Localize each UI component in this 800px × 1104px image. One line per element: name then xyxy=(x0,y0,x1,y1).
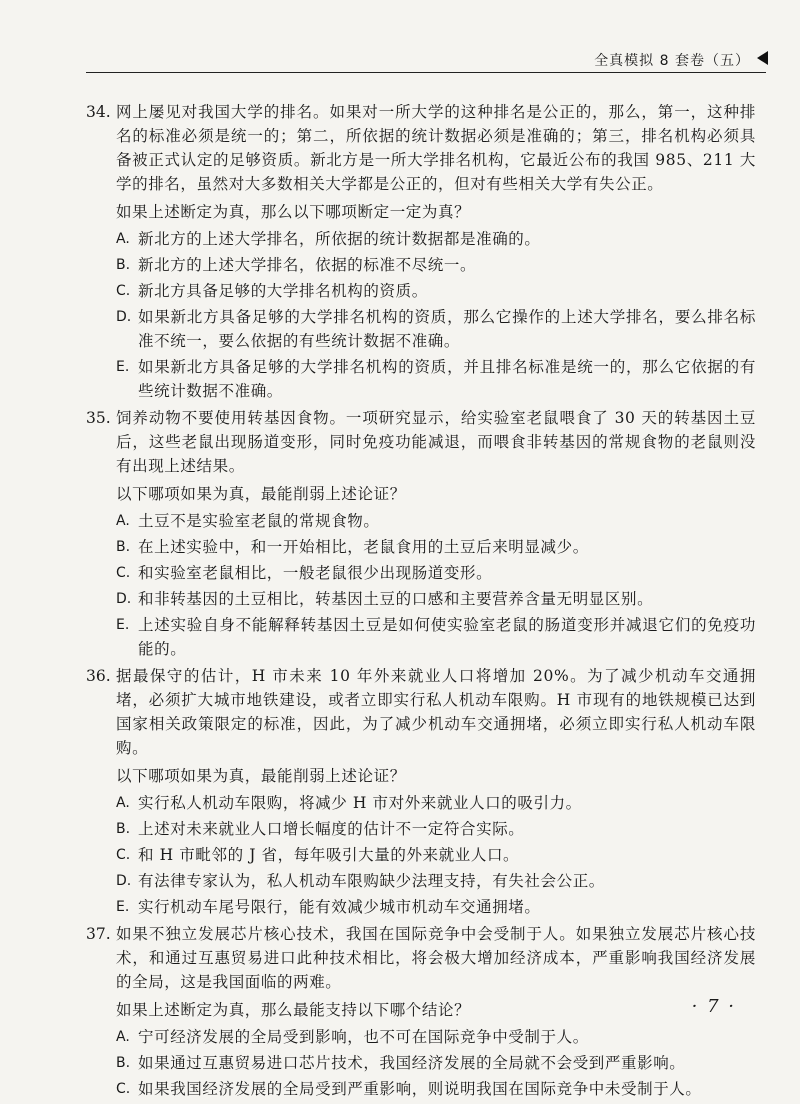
option xyxy=(86,817,756,841)
option-text: 实行私人机动车限购，将减少 H 市对外来就业人口的吸引力。 xyxy=(138,794,582,812)
option-label: D. xyxy=(116,873,132,889)
option-label: A. xyxy=(116,231,130,247)
option-text: 在上述实验中，和一开始相比，老鼠食用的土豆后来明显减少。 xyxy=(138,538,589,556)
question-prompt: 以下哪项如果为真，最能削弱上述论证？ xyxy=(116,767,406,785)
option-text: 如果新北方具备足够的大学排名机构的资质，那么它操作的上述大学排名，要么排名标准不统一，要么依据的有些统计数据不准确。 xyxy=(138,308,756,350)
question-35 xyxy=(86,406,756,661)
question-stem: 饲养动物不要使用转基因食物。一项研究显示，给实验室老鼠喂食了 30 天的转基因土豆后，这些老鼠出现肠道变形，同时免疫功能减退，而喂食非转基因的常规食物的老鼠则没有出现上述结果。 xyxy=(116,409,756,475)
option-text: 如果通过互惠贸易进口芯片技术，我国经济发展的全局就不会受到严重影响。 xyxy=(138,1054,686,1072)
option-label: A. xyxy=(116,795,130,811)
question-number: 34. xyxy=(86,103,111,121)
option-label: A. xyxy=(116,1029,130,1045)
question-prompt: 如果上述断定为真，那么以下哪项断定一定为真？ xyxy=(116,203,471,221)
option xyxy=(86,895,756,919)
option xyxy=(86,535,756,559)
option-text: 新北方具备足够的大学排名机构的资质。 xyxy=(138,282,428,300)
question-prompt: 以下哪项如果为真，最能削弱上述论证？ xyxy=(116,485,406,503)
question-36 xyxy=(86,664,756,919)
option xyxy=(86,561,756,585)
option xyxy=(86,587,756,611)
question-number: 35. xyxy=(86,409,111,427)
option xyxy=(86,843,756,867)
option-label: E. xyxy=(116,899,130,915)
option-label: D. xyxy=(116,591,132,607)
option xyxy=(86,253,756,277)
question-34 xyxy=(86,100,756,403)
option-label: B. xyxy=(116,1055,131,1071)
option-text: 实行机动车尾号限行，能有效减少城市机动车交通拥堵。 xyxy=(138,898,541,916)
question-37 xyxy=(86,922,756,1101)
triangle-marker-icon xyxy=(757,51,768,65)
option-text: 和实验室老鼠相比，一般老鼠很少出现肠道变形。 xyxy=(138,564,493,582)
option-label: A. xyxy=(116,513,130,529)
option xyxy=(86,1077,756,1101)
option-label: C. xyxy=(116,283,131,299)
option xyxy=(86,791,756,815)
option xyxy=(86,305,756,353)
option xyxy=(86,227,756,251)
option xyxy=(86,869,756,893)
option-label: C. xyxy=(116,565,131,581)
option-text: 上述实验自身不能解释转基因土豆是如何使实验室老鼠的肠道变形并减退它们的免疫功能的。 xyxy=(138,616,756,658)
option-text: 和非转基因的土豆相比，转基因土豆的口感和主要营养含量无明显区别。 xyxy=(138,590,654,608)
option xyxy=(86,1051,756,1075)
page-header xyxy=(86,44,766,73)
option-label: D. xyxy=(116,309,132,325)
question-stem: 据最保守的估计，H 市未来 10 年外来就业人口将增加 20%。为了减少机动车交通拥堵，必须扩大城市地铁建设，或者立即实行私人机动车限购。H 市现有的地铁规模已达到国家相关政策限定的标准，因此，为了减少机动车交通拥堵，必须立即实行私人机动车限购。 xyxy=(116,667,756,757)
question-number: 37. xyxy=(86,925,111,943)
header-title: 全真模拟 8 套卷（五） xyxy=(594,53,750,69)
option-text: 土豆不是实验室老鼠的常规食物。 xyxy=(138,512,380,530)
option-label: B. xyxy=(116,539,131,555)
option-text: 如果新北方具备足够的大学排名机构的资质，并且排名标准是统一的，那么它依据的有些统计数据不准确。 xyxy=(138,358,756,400)
option-label: E. xyxy=(116,617,130,633)
option-label: C. xyxy=(116,1081,131,1097)
option-text: 有法律专家认为，私人机动车限购缺少法理支持，有失社会公正。 xyxy=(138,872,605,890)
option-label: E. xyxy=(116,359,130,375)
option xyxy=(86,509,756,533)
option-text: 新北方的上述大学排名，所依据的统计数据都是准确的。 xyxy=(138,230,541,248)
option-text: 和 H 市毗邻的 J 省，每年吸引大量的外来就业人口。 xyxy=(138,846,520,864)
option-label: B. xyxy=(116,821,131,837)
option-label: C. xyxy=(116,847,131,863)
question-prompt: 如果上述断定为真，那么最能支持以下哪个结论？ xyxy=(116,1001,471,1019)
option-text: 新北方的上述大学排名，依据的标准不尽统一。 xyxy=(138,256,477,274)
option xyxy=(86,355,756,403)
option-text: 上述对未来就业人口增长幅度的估计不一定符合实际。 xyxy=(138,820,525,838)
option xyxy=(86,613,756,661)
question-stem: 如果不独立发展芯片核心技术，我国在国际竞争中会受制于人。如果独立发展芯片核心技术，和通过互惠贸易进口此种技术相比，将会极大增加经济成本，严重影响我国经济发展的全局，这是我国面临的两难。 xyxy=(116,925,756,991)
option-label: B. xyxy=(116,257,131,273)
option xyxy=(86,279,756,303)
option-text: 宁可经济发展的全局受到影响，也不可在国际竞争中受制于人。 xyxy=(138,1028,589,1046)
question-stem: 网上屡见对我国大学的排名。如果对一所大学的这种排名是公正的，那么，第一，这种排名的标准必须是统一的；第二，所依据的统计数据必须是准确的；第三，排名机构必须具备被正式认定的足够资质。新北方是一所大学排名机构，它最近公布的我国 985、211 大学的排名，虽然对大多数相关大学都是公正的，但对有些相关大学有失公正。 xyxy=(116,103,756,193)
option xyxy=(86,1025,756,1049)
page-number: · 7 · xyxy=(691,996,736,1017)
option-text: 如果我国经济发展的全局受到严重影响，则说明我国在国际竞争中未受制于人。 xyxy=(138,1080,702,1098)
question-number: 36. xyxy=(86,667,111,685)
question-list xyxy=(86,100,756,1104)
